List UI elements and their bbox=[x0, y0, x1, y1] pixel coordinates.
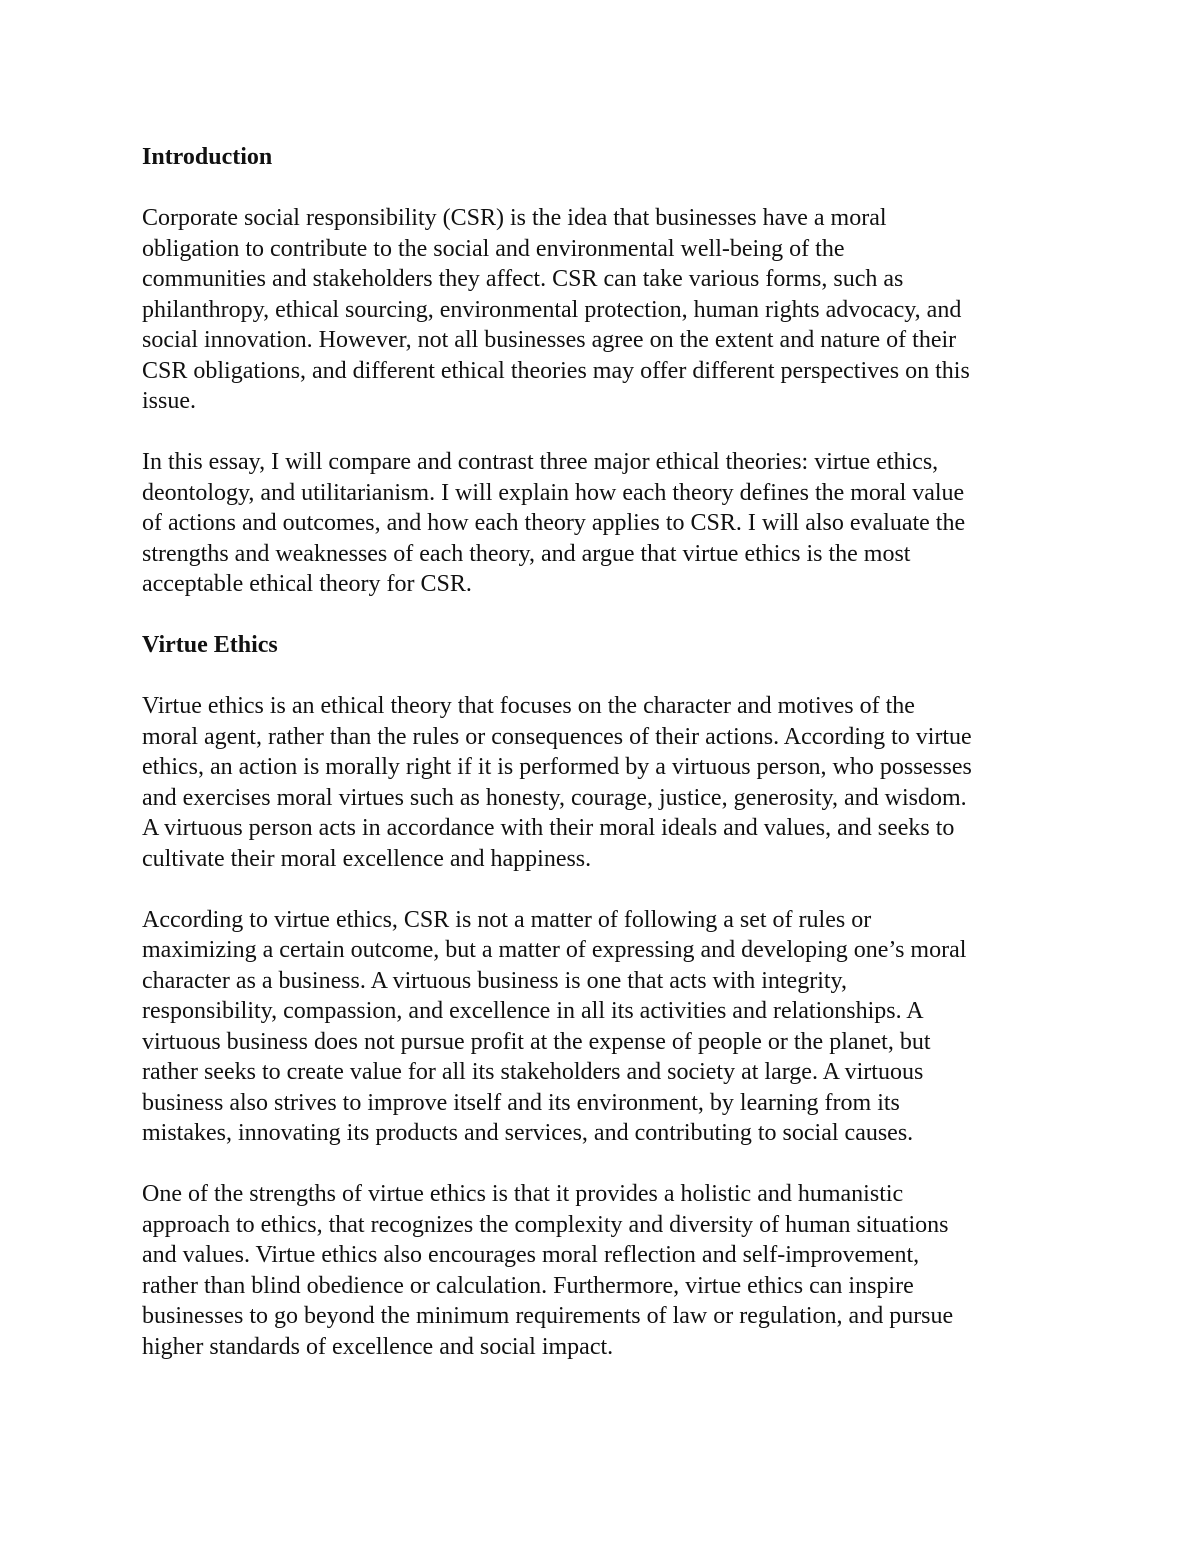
text-line: obligation to contribute to the social and environmental well-being of the bbox=[142, 235, 845, 262]
text-line: ethics, an action is morally right if it is performed by a virtuous person, who possesses bbox=[142, 754, 972, 780]
text-line: business also strives to improve itself and its environment, by learning from its bbox=[142, 1089, 900, 1116]
paragraph bbox=[142, 691, 1062, 874]
section-heading-virtue-ethics: Virtue Ethics bbox=[142, 632, 278, 658]
document-body bbox=[142, 142, 1062, 1362]
text-line: rather than blind obedience or calculation. Furthermore, virtue ethics can inspire bbox=[142, 1272, 914, 1299]
text-line: and values. Virtue ethics also encourages moral reflection and self-improvement, bbox=[142, 1242, 920, 1268]
text-line: of actions and outcomes, and how each theory applies to CSR. I will also evaluate the bbox=[142, 510, 966, 536]
text-line: Virtue ethics is an ethical theory that focuses on the character and motives of the bbox=[142, 693, 915, 719]
text-line: higher standards of excellence and social impact. bbox=[142, 1333, 614, 1360]
paragraph bbox=[142, 203, 1062, 417]
text-line: virtuous business does not pursue profit at the expense of people or the planet, but bbox=[142, 1028, 931, 1055]
text-line: CSR obligations, and different ethical theories may offer different perspectives on this bbox=[142, 357, 970, 384]
text-line: acceptable ethical theory for CSR. bbox=[142, 571, 472, 597]
text-line: A virtuous person acts in accordance with their moral ideals and values, and seeks to bbox=[142, 815, 955, 841]
text-line: mistakes, innovating its products and services, and contributing to social causes. bbox=[142, 1120, 914, 1146]
text-line: rather seeks to create value for all its stakeholders and society at large. A virtuous bbox=[142, 1059, 924, 1085]
text-line: character as a business. A virtuous business is one that acts with integrity, bbox=[142, 967, 847, 994]
paragraph bbox=[142, 1179, 1062, 1362]
text-line: One of the strengths of virtue ethics is that it provides a holistic and humanistic bbox=[142, 1181, 904, 1207]
paragraph-spacer bbox=[142, 600, 1062, 631]
text-line: moral agent, rather than the rules or consequences of their actions. According to virtue bbox=[142, 723, 972, 750]
text-line: approach to ethics, that recognizes the complexity and diversity of human situations bbox=[142, 1211, 949, 1238]
text-line: Corporate social responsibility (CSR) is the idea that businesses have a moral bbox=[142, 205, 887, 231]
paragraph-spacer bbox=[142, 417, 1062, 448]
text-line: cultivate their moral excellence and happiness. bbox=[142, 845, 592, 872]
text-line: issue. bbox=[142, 388, 196, 414]
text-line: and exercises moral virtues such as honesty, courage, justice, generosity, and wisdom. bbox=[142, 784, 967, 811]
text-line: philanthropy, ethical sourcing, environmental protection, human rights advocacy, and bbox=[142, 296, 962, 323]
text-line: businesses to go beyond the minimum requirements of law or regulation, and pursue bbox=[142, 1303, 954, 1329]
text-line: social innovation. However, not all businesses agree on the extent and nature of their bbox=[142, 327, 957, 353]
text-line: responsibility, compassion, and excellence in all its activities and relationships. A bbox=[142, 998, 924, 1024]
text-line: maximizing a certain outcome, but a matter of expressing and developing one’s moral bbox=[142, 937, 967, 963]
paragraph-spacer bbox=[142, 1149, 1062, 1180]
paragraph bbox=[142, 447, 1062, 600]
text-line: In this essay, I will compare and contrast three major ethical theories: virtue ethics, bbox=[142, 449, 939, 475]
paragraph-spacer bbox=[142, 173, 1062, 204]
text-line: strengths and weaknesses of each theory, and argue that virtue ethics is the most bbox=[142, 540, 911, 567]
text-line: According to virtue ethics, CSR is not a matter of following a set of rules or bbox=[142, 906, 872, 933]
paragraph-spacer bbox=[142, 661, 1062, 692]
text-line: deontology, and utilitarianism. I will explain how each theory defines the moral value bbox=[142, 479, 965, 506]
text-line: communities and stakeholders they affect. CSR can take various forms, such as bbox=[142, 266, 904, 292]
section-heading-introduction: Introduction bbox=[142, 144, 273, 170]
paragraph-spacer bbox=[142, 874, 1062, 905]
paragraph bbox=[142, 905, 1062, 1149]
